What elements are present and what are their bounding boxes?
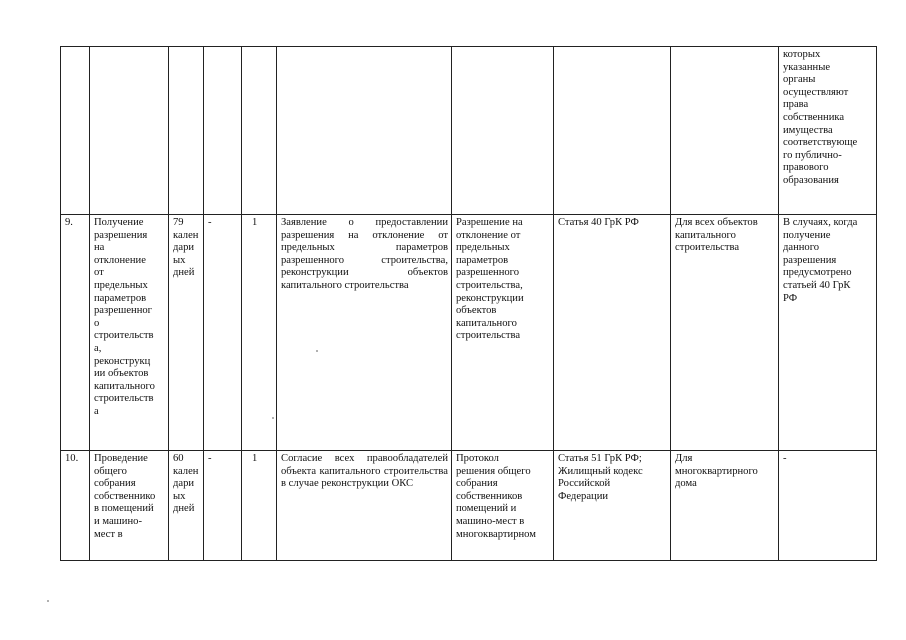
column-5-cell: 1 xyxy=(242,215,277,451)
term-cell: 79 кален дари ых дней xyxy=(169,215,204,451)
note-cell: В случаях, когда получение данного разрешения предусмотрено статьей 40 ГрК РФ xyxy=(779,215,877,451)
row-number-cell: 9. xyxy=(61,215,90,451)
row-number-cell: 10. xyxy=(61,451,90,561)
procedures-table xyxy=(60,46,877,561)
note-cell: - xyxy=(779,451,877,561)
documents-cell xyxy=(277,47,452,215)
legal-basis-cell xyxy=(554,47,671,215)
scan-speck xyxy=(47,600,49,602)
objects-cell xyxy=(671,47,779,215)
result-cell: Разрешение на отклонение от предельных параметров разрешенного строительства, реконструкции объектов капитального строительства xyxy=(452,215,554,451)
objects-cell: Для многоквартирного дома xyxy=(671,451,779,561)
term-cell xyxy=(169,47,204,215)
procedure-name-cell xyxy=(90,47,169,215)
procedure-name-cell: Получение разрешения на отклонение от предельных параметров разрешенног о строительств а, реконструкц ии объектов капитального строительств а xyxy=(90,215,169,451)
table-row xyxy=(61,451,877,561)
objects-cell: Для всех объектов капитального строительства xyxy=(671,215,779,451)
column-5-cell: 1 xyxy=(242,451,277,561)
result-cell: Протокол решения общего собрания собственников помещений и машино-мест в многоквартирном xyxy=(452,451,554,561)
column-4-cell: - xyxy=(204,451,242,561)
column-4-cell xyxy=(204,47,242,215)
column-5-cell xyxy=(242,47,277,215)
documents-cell: Заявление о предоставлении разрешения на отклонение от предельных параметров разрешенного строительства, реконструкции объектов капитального строительства xyxy=(277,215,452,451)
term-cell: 60 кален дари ых дней xyxy=(169,451,204,561)
legal-basis-cell: Статья 40 ГрК РФ xyxy=(554,215,671,451)
procedure-name-cell: Проведение общего собрания собственнико в помещений и машино- мест в xyxy=(90,451,169,561)
scan-speck xyxy=(272,417,274,419)
table-row xyxy=(61,47,877,215)
table-row xyxy=(61,215,877,451)
result-cell xyxy=(452,47,554,215)
column-4-cell: - xyxy=(204,215,242,451)
documents-cell: Согласие всех правообладателей объекта капитального строительства в случае реконструкции ОКС xyxy=(277,451,452,561)
row-number-cell xyxy=(61,47,90,215)
note-cell: которых указанные органы осуществляют права собственника имущества соответствующе го публично- правового образования xyxy=(779,47,877,215)
scan-speck xyxy=(316,350,318,352)
legal-basis-cell: Статья 51 ГрК РФ; Жилищный кодекс Российской Федерации xyxy=(554,451,671,561)
